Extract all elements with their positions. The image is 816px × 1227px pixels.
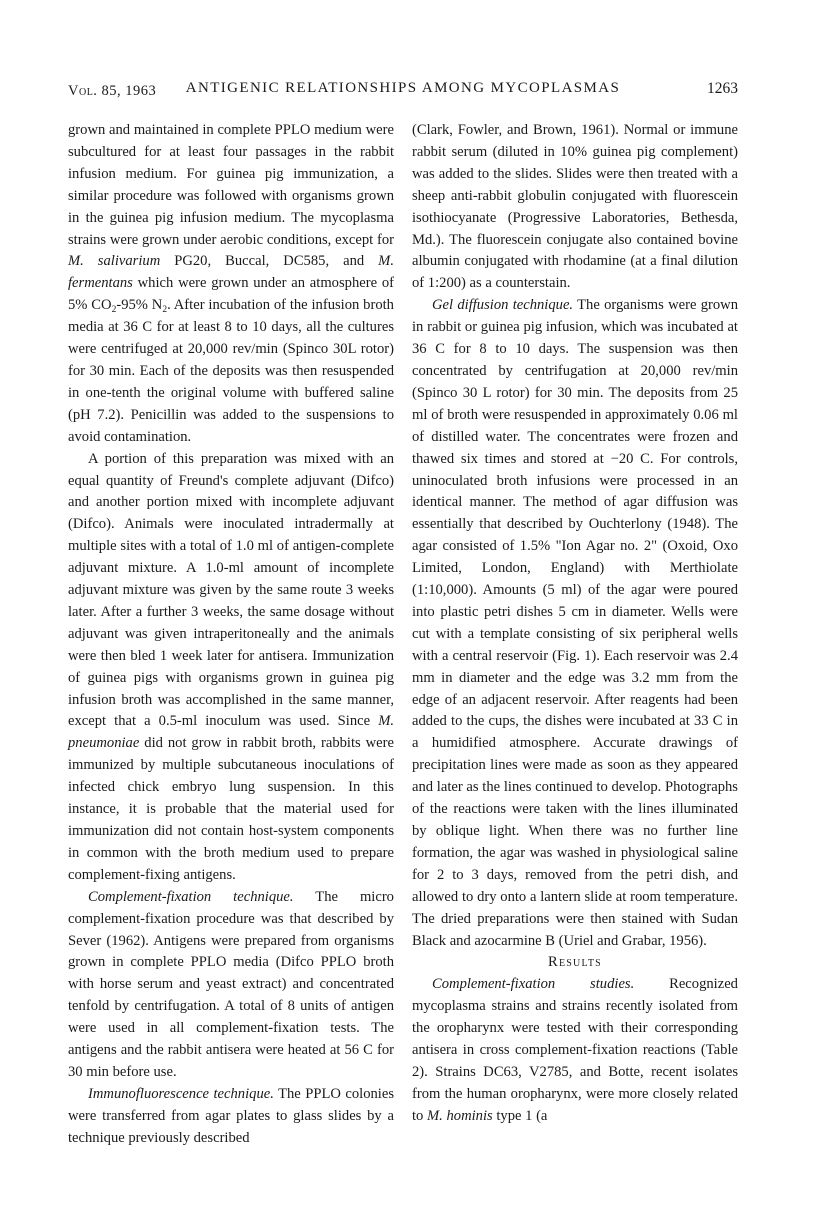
paragraph-cf-studies: Complement-fixation studies. Recognized mycoplasma strains and strains recently isolated from the oropharynx were tested with their corresponding antisera in cross complement-fixation reactions (Table 2). Strains DC63, V2785, and Botte, recent isolates from the human oropharynx, were more closely related to M. hominis type 1 (a: [412, 976, 738, 1124]
paragraph-gel-diffusion: Gel diffusion technique. The organisms were grown in rabbit or guinea pig infusion, which was incubated at 36 C for 8 to 10 days. The suspension was then concentrated by centrifugation at 20,000 rev/min (Spinco 30 L rotor) for 30 min. The deposits from 25 ml of broth were resuspended in approximately 0.06 ml of distilled water. The concentrates were frozen and thawed six times and stored at −20 C. For controls, uninoculated broth infusions were processed in an identical manner. The method of agar diffusion was essentially that described by Ouchterlony (1948). The agar consisted of 1.5% "Ion Agar no. 2" (Oxoid, Oxo Limited, London, England) with Merthiolate (1:10,000). Amounts (5 ml) of the agar were poured into plastic petri dishes 5 cm in diameter. Wells were cut with a template consisting of six peripheral wells with a central reservoir (Fig. 1). Each reservoir was 2.4 mm in diameter and the edge was 3.2 mm from the edge of an adjacent reservoir. After reagents had been added to the cups, the dishes were incubated at 33 C in a humidified atmosphere. Accurate drawings of precipitation lines were made as soon as they appeared and later as the lines continued to develop. Photographs of the reactions were taken with the lines illuminated by oblique light. When there was no further line formation, the agar was washed in physiological saline for 2 to 3 days, removed from the petri dish, and allowed to dry onto a lantern slide at room temperature. The dried preparations were then stained with Sudan Black and azocarmine B (Uriel and Grabar, 1956).: [412, 297, 738, 949]
volume-label: Vol. 85, 1963: [68, 83, 157, 99]
running-title: ANTIGENIC RELATIONSHIPS AMONG MYCOPLASMAS: [185, 80, 621, 96]
right-column: [412, 120, 738, 1128]
paragraph-heading: Complement-fixation technique.: [88, 888, 294, 905]
section-heading-results: Results: [548, 954, 602, 971]
paragraph-culture-preparation: grown and maintained in complete PPLO medium were subcultured for at least four passages in the rabbit infusion medium. For guinea pig immunization, a similar procedure was followed with organisms grown in the guinea pig infusion medium. The mycoplasma strains were grown under aerobic conditions, except for M. salivarium PG20, Buccal, DC585, and M. fermentans which were grown under an atmosphere of 5% $CO_2-95\%$ $N_2$. After incubation of the infusion broth media at 36 C for at least 8 to 10 days, all the cultures were centrifuged at 20,000 rev/min (Spinco 30L rotor) for 30 min. Each of the deposits was then resuspended in one-tenth the original volume with buffered saline (pH 7.2). Penicillin was added to the suspensions to avoid contamination.: [68, 122, 394, 445]
species-name: M. fermentans: [68, 253, 394, 292]
paragraph-immunofluorescence: Immunofluorescence technique. The PPLO colonies were transferred from agar plates to glass slides by a technique previously described: [68, 1085, 395, 1146]
running-head: [68, 80, 738, 102]
page-number: 1263: [707, 80, 738, 97]
species-name: M. salivarium: [68, 253, 161, 270]
species-name: M. pneumoniae: [68, 713, 394, 752]
paragraph-heading: Gel diffusion technique.: [432, 297, 574, 314]
paragraph-heading: Immunofluorescence technique.: [88, 1085, 274, 1102]
left-column: [68, 120, 394, 1150]
paragraph-complement-fixation: Complement-fixation technique. The micro complement-fixation procedure was that described by Sever (1962). Antigens were prepared from organisms grown in complete PPLO media (Difco PPLO broth with horse serum and yeast extract) and concentrated tenfold by centrifugation. A total of 8 units of antigen were used in all complement-fixation tests. The antigens and the rabbit antisera were heated at 56 C for 30 min before use.: [68, 888, 394, 1080]
paragraph-immunofluorescence-cont: (Clark, Fowler, and Brown, 1961). Normal or immune rabbit serum (diluted in 10% guinea pig complement) was added to the slides. Slides were then treated with a sheep anti-rabbit globulin conjugated with fluorescein isothiocyanate (Progressive Laboratories, Bethesda, Md.). The fluorescein conjugate also contained bovine albumin conjugated with rhodamine (at a final dilution of 1:200) as a counterstain.: [412, 122, 738, 292]
species-name: M. hominis: [427, 1107, 493, 1124]
paragraph-heading: Complement-fixation studies.: [432, 976, 635, 993]
paragraph-immunization: A portion of this preparation was mixed with an equal quantity of Freund's complete adjuvant (Difco) and another portion mixed with incomplete adjuvant (Difco). Animals were inoculated intradermally at multiple sites with a total of 1.0 ml of antigen-complete adjuvant mixture. A 1.0-ml amount of incomplete adjuvant mixture was given by the same route 3 weeks later. After a further 3 weeks, the same dosage without adjuvant was given intraperitoneally and the animals were then bled 1 week later for antisera. Immunization of guinea pigs with organisms grown in guinea pig infusion broth was accomplished in the same manner, except that a 0.5-ml inoculum was used. Since M. pneumoniae did not grow in rabbit broth, rabbits were immunized by multiple subcutaneous inoculations of infected chick embryo lung suspension. In this instance, it is probable that the material used for immunization did not contain host-system components in common with the broth medium used to prepare complement-fixing antigens.: [68, 450, 394, 883]
